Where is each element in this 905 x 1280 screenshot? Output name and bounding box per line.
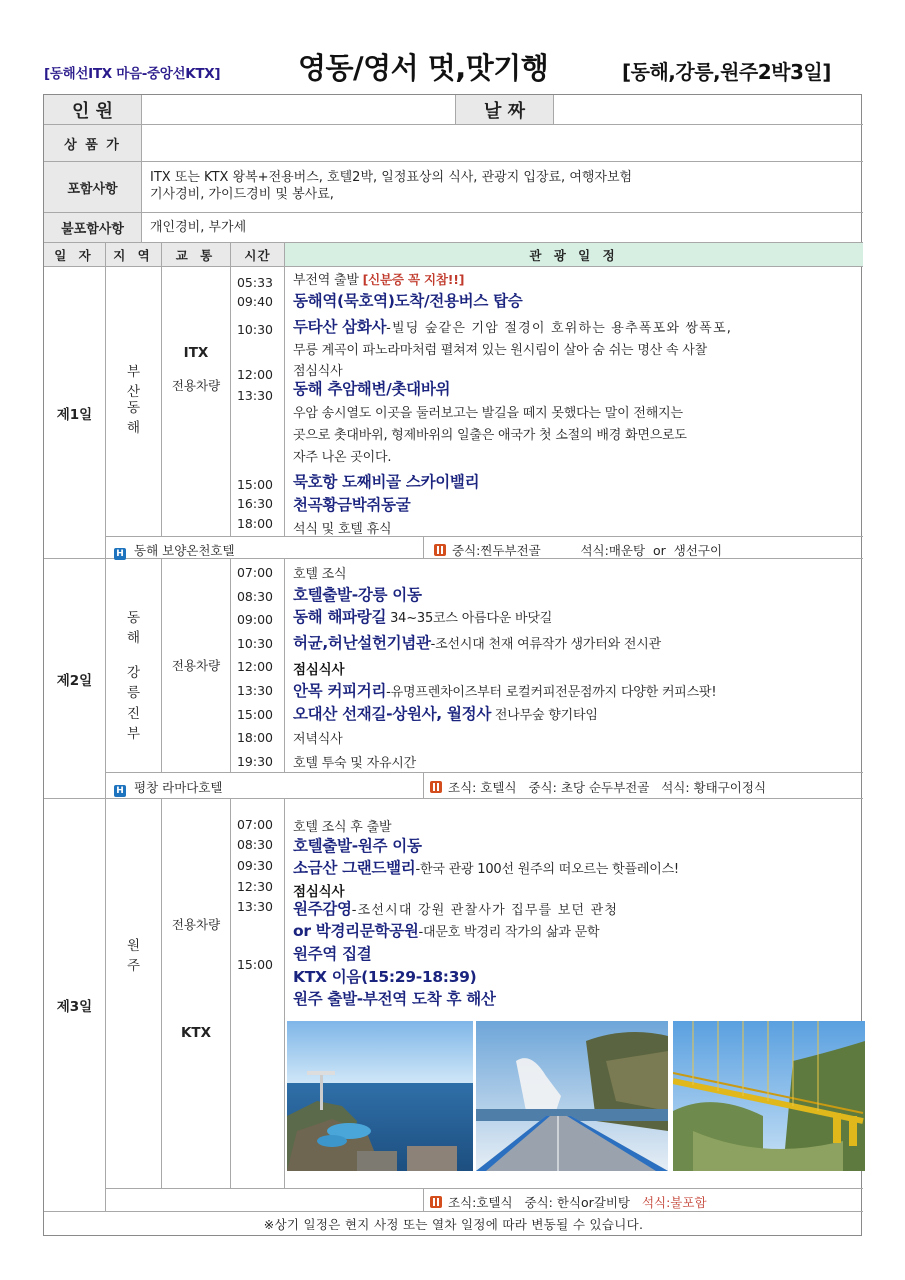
day1-item-lunch: 점심식사 bbox=[293, 364, 343, 379]
page-title bbox=[44, 44, 864, 92]
day3-item-breakfast: 호텔 조식 후 출발 bbox=[293, 820, 392, 835]
day2-meals bbox=[424, 773, 863, 799]
day2-item-lunch: 점심식사 bbox=[293, 662, 345, 678]
day2-region-1: 동 해 bbox=[126, 610, 155, 646]
day2-schedule bbox=[285, 559, 863, 773]
day2-time: 08:30 bbox=[236, 589, 274, 604]
day3-item-lunch: 점심식사 bbox=[293, 884, 345, 900]
day3-dinner-excluded: 석식:불포함 bbox=[641, 1195, 707, 1210]
day3-hotel-empty bbox=[106, 1189, 424, 1212]
day2-label: 제2일 bbox=[44, 559, 106, 799]
footer-note: ※상기 일정은 현지 사정 또는 열차 일정에 따라 변동될 수 있습니다. bbox=[263, 1217, 644, 1232]
day1-item-skyvalley: 묵호항 도째비골 스카이밸리 bbox=[293, 473, 480, 491]
day3-region-1: 원 주 bbox=[126, 938, 155, 974]
col-schedule: 관 광 일 정 bbox=[285, 243, 863, 267]
hotel-icon: H bbox=[114, 548, 126, 560]
meal-icon bbox=[430, 781, 442, 793]
id-card-warning: [신분증 꼭 지참!!] bbox=[362, 272, 465, 287]
day2-time: 19:30 bbox=[236, 754, 274, 769]
day1-schedule bbox=[285, 267, 863, 537]
day3-time: 13:30 bbox=[236, 899, 274, 914]
day1-meals bbox=[424, 537, 863, 559]
col-region: 지 역 bbox=[106, 243, 162, 267]
day2-times bbox=[231, 559, 285, 773]
day3-item-parkkyongni: or 박경리문학공원-대문호 박경리 작가의 삶과 문학 bbox=[293, 922, 600, 940]
day1-item-dinner: 석식 및 호텔 휴식 bbox=[293, 522, 392, 537]
day3-item-sogeumsan: 소금산 그랜드밸리-한국 관광 100선 원주의 떠오르는 핫플레이스! bbox=[293, 859, 679, 877]
day1-transport-bus: 전용차량 bbox=[171, 378, 221, 393]
day3-time: 08:30 bbox=[236, 837, 274, 852]
day2-item-anmok: 안목 커피거리-유명프렌차이즈부터 로컬커피전문점까지 다양한 커피스팟! bbox=[293, 682, 717, 700]
day2-hotel bbox=[106, 773, 424, 799]
day2-transport-bus: 전용차량 bbox=[171, 658, 221, 673]
included-label: 포함사항 bbox=[44, 162, 142, 213]
day1-transport bbox=[162, 267, 231, 537]
day2-item-move-gangneung: 호텔출발-강릉 이동 bbox=[293, 586, 422, 604]
day2-region bbox=[106, 559, 162, 773]
photo-coastal-skywalk bbox=[287, 1021, 473, 1171]
day1-item-chuam-desc-2: 곳으로 촛대바위, 형제바위의 일출은 애국가 첫 소절의 배경 화면으로도 bbox=[293, 428, 687, 443]
day2-time: 09:00 bbox=[236, 612, 274, 627]
day3-time: 09:30 bbox=[236, 858, 274, 873]
day1-transport-itx: ITX bbox=[183, 345, 209, 361]
day1-time: 12:00 bbox=[236, 367, 274, 382]
day1-item-samhwasa: 두타산 삼화사-빌딩 숲같은 기암 절경이 호위하는 용추폭포와 쌍폭포, bbox=[293, 318, 733, 336]
day2-transport bbox=[162, 559, 231, 773]
day1-item-cave: 천곡황금박쥐동굴 bbox=[293, 496, 411, 514]
day2-item-breakfast: 호텔 조식 bbox=[293, 567, 347, 582]
day3-transport bbox=[162, 799, 231, 1189]
day3-label: 제3일 bbox=[44, 799, 106, 1212]
product-price-value[interactable] bbox=[142, 125, 863, 162]
meal-icon bbox=[430, 1196, 442, 1208]
day2-time: 13:30 bbox=[236, 683, 274, 698]
day3-time: 12:30 bbox=[236, 879, 274, 894]
col-transport: 교 통 bbox=[162, 243, 231, 267]
day2-meals-text: 조식: 호텔식 중식: 초당 순두부전골 석식: 황태구이정식 bbox=[448, 780, 767, 795]
date-value[interactable] bbox=[554, 95, 863, 125]
day1-hotel-name: 동해 보양온천호텔 bbox=[134, 543, 235, 558]
day2-time: 07:00 bbox=[236, 565, 274, 580]
day1-times bbox=[231, 267, 285, 537]
people-value[interactable] bbox=[142, 95, 456, 125]
day3-meals-text: 조식:호텔식 중식: 한식or갈비탕 bbox=[448, 1195, 642, 1210]
photo-bridge-walkway bbox=[476, 1021, 668, 1171]
day3-time: 15:00 bbox=[236, 957, 274, 972]
people-label: 인 원 bbox=[44, 95, 142, 125]
day3-item-return: 원주 출발-부전역 도착 후 해산 bbox=[293, 990, 496, 1008]
day2-time: 15:00 bbox=[236, 707, 274, 722]
day3-item-move-wonju: 호텔출발-원주 이동 bbox=[293, 837, 422, 855]
title-main: 영동/영서 멋,맛기행 bbox=[298, 51, 549, 85]
day1-time: 13:30 bbox=[236, 388, 274, 403]
day1-time: 16:30 bbox=[236, 496, 274, 511]
day1-region-1: 부 산 bbox=[126, 364, 155, 400]
day3-schedule bbox=[285, 799, 863, 1189]
date-label: 날 짜 bbox=[456, 95, 554, 125]
day3-item-ktx: KTX 이음(15:29-18:39) bbox=[293, 968, 477, 986]
day3-item-gamyeong: 원주감영-조선시대 강원 관찰사가 집무를 보던 관청 bbox=[293, 900, 619, 918]
day2-region-3: 진 부 bbox=[126, 706, 155, 742]
day1-item-samhwasa-desc: 무릉 계곡이 파노라마처럼 펼쳐져 있는 원시림이 살아 숨 쉬는 명산 속 사찰 bbox=[293, 343, 707, 358]
day1-time: 10:30 bbox=[236, 322, 274, 337]
title-sub: [동해,강릉,원주2박3일] bbox=[622, 60, 831, 84]
itinerary-sheet bbox=[43, 94, 862, 1236]
product-price-label: 상 품 가 bbox=[44, 125, 142, 162]
day1-item-donghae-arrival: 동해역(묵호역)도착/전용버스 탑승 bbox=[293, 292, 523, 310]
day1-item-departure: 부전역 출발 [신분증 꼭 지참!!] bbox=[293, 272, 465, 288]
day2-time: 10:30 bbox=[236, 636, 274, 651]
day3-meals bbox=[424, 1189, 863, 1212]
day1-time: 05:33 bbox=[236, 275, 274, 290]
day2-item-heogyun: 허균,허난설헌기념관-조선시대 천재 여류작가 생가터와 전시관 bbox=[293, 634, 661, 652]
day1-time: 09:40 bbox=[236, 294, 274, 309]
day2-item-odaesan: 오대산 선재길-상원사, 월정사 전나무숲 향기타임 bbox=[293, 705, 598, 723]
day3-times bbox=[231, 799, 285, 1189]
day1-region bbox=[106, 267, 162, 537]
day2-region-2: 강 릉 bbox=[126, 665, 155, 701]
day1-item-chuam-desc-3: 자주 나온 곳이다. bbox=[293, 450, 392, 465]
day1-meals-text: 중식:찐두부전골 석식:매운탕 or 생선구이 bbox=[452, 543, 723, 558]
included-line-2: 기사경비, 가이드경비 및 봉사료, bbox=[150, 187, 334, 202]
excluded-label: 불포함사항 bbox=[44, 213, 142, 243]
hotel-icon: H bbox=[114, 785, 126, 797]
photo-suspension-bridge bbox=[673, 1021, 865, 1171]
day1-item-chuam: 동해 추암해변/촛대바위 bbox=[293, 380, 451, 398]
day3-transport-ktx: KTX bbox=[180, 1025, 212, 1041]
day1-time: 15:00 bbox=[236, 477, 274, 492]
day2-item-haeparang: 동해 해파랑길 34~35코스 아름다운 바닷길 bbox=[293, 608, 553, 626]
day3-time: 07:00 bbox=[236, 817, 274, 832]
day1-label: 제1일 bbox=[44, 267, 106, 559]
day2-time: 12:00 bbox=[236, 659, 274, 674]
col-time: 시간 bbox=[231, 243, 285, 267]
day1-hotel bbox=[106, 537, 424, 559]
meal-icon bbox=[434, 544, 446, 556]
day2-hotel-name: 평창 라마다호텔 bbox=[134, 780, 223, 795]
day3-region bbox=[106, 799, 162, 1189]
included-line-1: ITX 또는 KTX 왕복+전용버스, 호텔2박, 일정표상의 식사, 관광지 입장료, 여행자보험 bbox=[150, 170, 633, 185]
day2-item-dinner: 저녁식사 bbox=[293, 732, 343, 747]
day2-item-hotel: 호텔 투숙 및 자유시간 bbox=[293, 756, 417, 771]
day1-item-chuam-desc-1: 우암 송시열도 이곳을 둘러보고는 발길을 떼지 못했다는 말이 전해지는 bbox=[293, 406, 683, 421]
day3-transport-bus: 전용차량 bbox=[171, 917, 221, 932]
title-prefix: [동해선ITX 마음-중앙선KTX] bbox=[44, 66, 221, 82]
day1-region-2: 동 해 bbox=[126, 400, 155, 436]
day1-time: 18:00 bbox=[236, 516, 274, 531]
col-day: 일 자 bbox=[44, 243, 106, 267]
included-text bbox=[142, 162, 863, 213]
day2-time: 18:00 bbox=[236, 730, 274, 745]
excluded-text: 개인경비, 부가세 bbox=[142, 213, 863, 243]
day3-item-gather: 원주역 집결 bbox=[293, 945, 372, 963]
